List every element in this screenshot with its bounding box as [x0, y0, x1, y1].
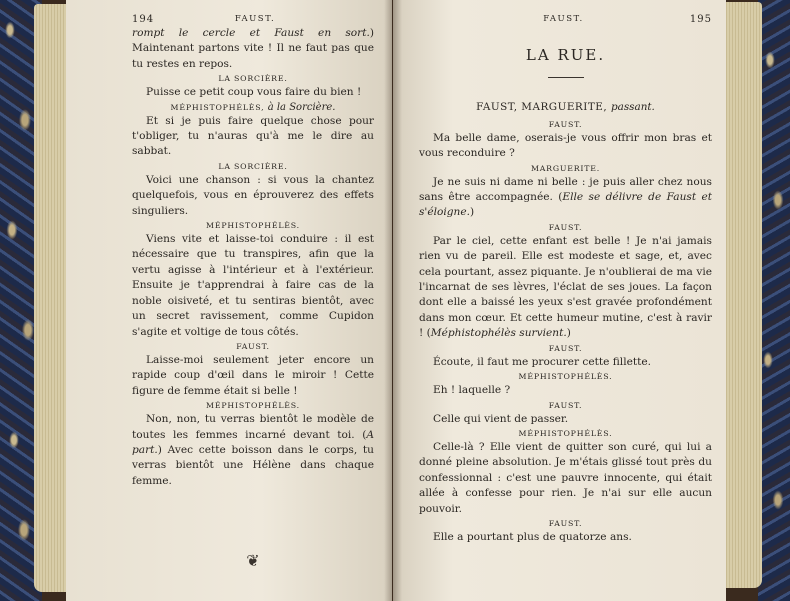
- paragraph-text: ): [470, 206, 475, 219]
- paragraph-text: Laisse-moi seulement jeter encore un rapide coup d'œil dans le miroir ! Cette figure de femme était si belle !: [132, 353, 374, 397]
- page-number-left: 194: [132, 14, 155, 25]
- dialogue-paragraph: [419, 412, 712, 427]
- speaker-label: MÉPHISTOPHÉLÈS,: [170, 102, 265, 112]
- speaker-label: MÉPHISTOPHÉLÈS.: [206, 401, 300, 411]
- book-gutter: [384, 0, 402, 601]
- speaker-label: FAUST.: [548, 119, 583, 129]
- dialogue-paragraph: [419, 175, 712, 221]
- speaker-name: [419, 221, 712, 234]
- ornament-icon: ❦: [246, 551, 260, 571]
- paragraph-text: Par le ciel, cette enfant est belle ! Je n'ai jamais rien vu de pareil. Elle est modeste et sage, et, avec cela pourtant, assez piquante. Je n'oublierai de ma vie l'incarnat de ses lèvres, l'éclat de ses joues. La façon dont elle a baissé les yeux s'est gravée profondément dans mon cœur. Et cette humeur mutine, c'est à ravir ! (: [419, 234, 712, 340]
- dialogue-paragraph: [132, 412, 374, 489]
- speaker-label: MÉPHISTOPHÉLÈS.: [518, 428, 613, 438]
- speaker-label: FAUST.: [548, 343, 583, 353]
- paragraph-text: Et si je puis faire quelque chose pour t'obliger, tu n'auras qu'à me le dire au sabbat.: [132, 114, 374, 158]
- paragraph-text: Celle-là ? Elle vient de quitter son curé, qui lui a donné pleine absolution. Je m'étais glissé tout près du confessionnal : c'est une pauvre innocente, qui était allée à confesse pour rien. Je n'ai sur elle aucun pouvoir.: [419, 440, 712, 515]
- speaker-name: [419, 162, 712, 175]
- dialogue-paragraph: [419, 355, 712, 370]
- stage-direction: rompt le cercle et Faust en sort.: [132, 27, 370, 39]
- scene-persons: [419, 100, 712, 115]
- running-head-left: [132, 12, 374, 26]
- speaker-name: [132, 340, 374, 353]
- speaker-name: [419, 342, 712, 355]
- paragraph-text: Écoute, il faut me procurer cette fillette.: [433, 355, 651, 368]
- speaker-name: [419, 118, 712, 131]
- speaker-name: [132, 101, 374, 114]
- speaker-name: [419, 427, 712, 440]
- speaker-stage-note: à la Sorcière.: [267, 101, 336, 113]
- dialogue-paragraph: [419, 383, 712, 398]
- dialogue-paragraph: [132, 232, 374, 340]
- speaker-name: [132, 72, 374, 85]
- paragraph-text: Elle a pourtant plus de quatorze ans.: [433, 530, 632, 543]
- page-number-right: 195: [689, 14, 712, 25]
- speaker-label: FAUST.: [548, 222, 583, 232]
- title-rule: [548, 77, 584, 78]
- scene-persons-names: FAUST, MARGUERITE,: [476, 101, 608, 114]
- dialogue-paragraph: [419, 234, 712, 342]
- dialogue-paragraph: [132, 85, 374, 100]
- dialogue-paragraph: [132, 114, 374, 160]
- speaker-name: [419, 370, 712, 383]
- paragraph-text: ): [566, 327, 571, 340]
- paragraph-text: Voici une chanson : si vous la chantez quelquefois, vous en éprouverez des effets singuliers.: [132, 173, 374, 217]
- running-head-right: [419, 12, 712, 26]
- paragraph-text: Ma belle dame, oserais-je vous offrir mon bras et vous reconduire ?: [419, 131, 712, 160]
- dialogue-paragraph: [419, 131, 712, 162]
- paragraph-text: Non, non, tu verras bientôt le modèle de toutes les femmes incarné devant toi. (: [132, 413, 374, 441]
- scene-persons-note: passant.: [610, 101, 655, 114]
- speaker-label: FAUST.: [548, 518, 583, 528]
- right-page-body: [419, 118, 712, 546]
- paragraph-text: ) Avec cette boisson dans le corps, tu verras bientôt une Hélène dans chaque femme.: [132, 443, 374, 487]
- page-block-edge-right: [724, 2, 762, 588]
- speaker-name: [419, 399, 712, 412]
- right-page: [393, 0, 726, 601]
- left-page: [66, 0, 392, 601]
- paragraph-text: Eh ! laquelle ?: [433, 384, 511, 397]
- speaker-label: FAUST.: [548, 400, 583, 410]
- paragraph-text: ) Maintenant partons vite ! Il ne faut pas que tu restes en repos.: [132, 27, 374, 70]
- left-page-body: [132, 26, 374, 489]
- speaker-label: MÉPHISTOPHÉLÈS.: [518, 372, 613, 382]
- page-block-edge-left: [34, 4, 70, 592]
- speaker-label: MÉPHISTOPHÉLÈS.: [206, 221, 300, 231]
- paragraph-text: Je ne suis ni dame ni belle : je puis aller chez nous sans être accompagnée. (: [419, 175, 712, 204]
- stage-direction: Elle se délivre de Faust et s'éloigne.: [419, 191, 712, 219]
- marbled-edge-right: [758, 0, 790, 601]
- speaker-name: [419, 517, 712, 530]
- dialogue-paragraph: [132, 173, 374, 219]
- dialogue-paragraph: [419, 530, 712, 545]
- stage-direction: A part.: [132, 428, 374, 456]
- speaker-label: LA SORCIÈRE.: [218, 74, 288, 84]
- dialogue-paragraph: [132, 26, 374, 72]
- running-title-left: FAUST.: [234, 14, 276, 24]
- running-title-right: FAUST.: [543, 14, 584, 24]
- speaker-label: FAUST.: [236, 341, 270, 351]
- stage-direction: Méphistophélès survient.: [430, 327, 567, 340]
- paragraph-text: Viens vite et laisse-toi conduire : il est nécessaire que tu transpires, afin que la vertu agisse à l'intérieur et à l'extérieur. Ensuite je t'apprendrai à faire cas de la noble oisiveté, et tu sentiras bientôt, avec un secret ravissement, comme Cupidon s'agite et voltige de tous côtés.: [132, 233, 374, 338]
- speaker-name: [132, 160, 374, 173]
- paragraph-text: Celle qui vient de passer.: [433, 412, 569, 425]
- speaker-label: LA SORCIÈRE.: [218, 161, 288, 171]
- section-title: LA RUE.: [525, 46, 606, 64]
- dialogue-paragraph: [132, 353, 374, 399]
- speaker-label: MARGUERITE.: [530, 163, 601, 173]
- dialogue-paragraph: [419, 440, 712, 517]
- speaker-name: [132, 399, 374, 412]
- speaker-name: [132, 219, 374, 232]
- paragraph-text: Puisse ce petit coup vous faire du bien !: [146, 86, 362, 99]
